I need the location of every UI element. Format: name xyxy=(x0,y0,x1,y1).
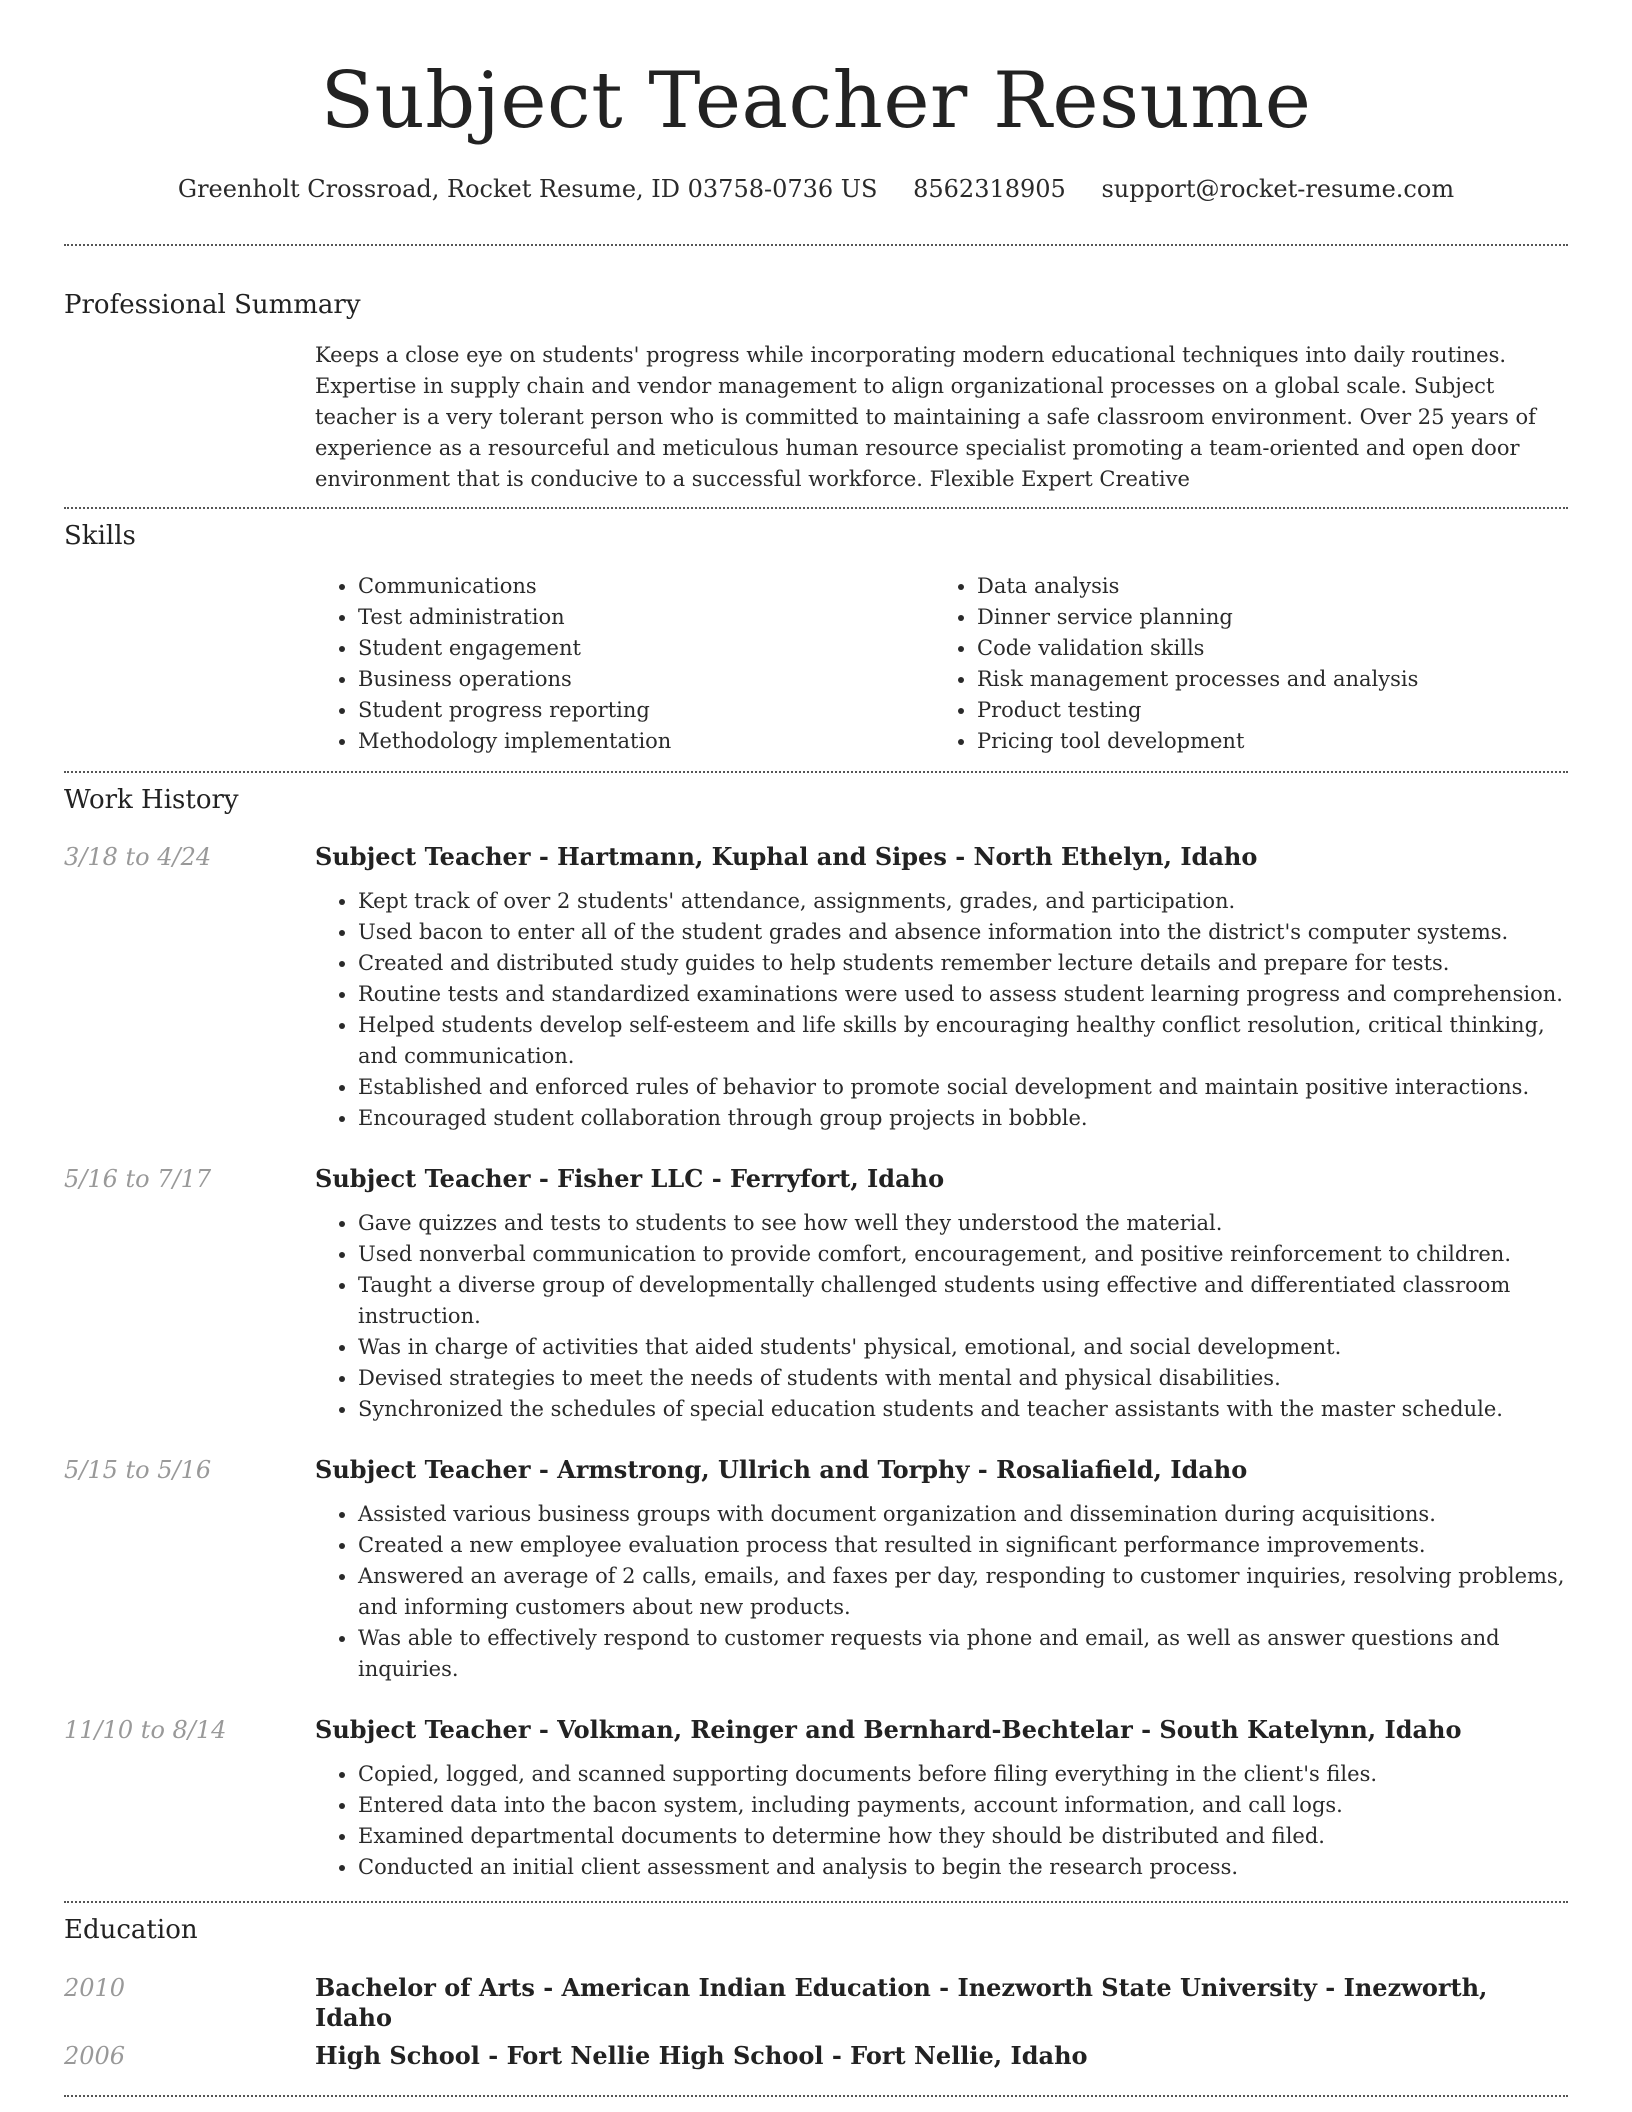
skill-item: • Pricing tool development xyxy=(977,726,1568,757)
job-bullet: • Synchronized the schedules of special education students and teacher assistants with the master schedule. xyxy=(358,1394,1568,1425)
education-year: 2010 xyxy=(64,1974,126,2002)
job-bullet: • Kept track of over 2 students' attendance, assignments, grades, and participation. xyxy=(358,886,1568,917)
job-date: 5/16 to 7/17 xyxy=(64,1165,212,1193)
skill-item: • Student progress reporting xyxy=(358,695,949,726)
job-entry xyxy=(64,842,1568,1134)
job-title: Subject Teacher - Armstrong, Ullrich and Torphy - Rosaliafield, Idaho xyxy=(315,1455,1248,1484)
job-bullets xyxy=(315,1759,1568,1883)
education-title: High School - Fort Nellie High School - Fort Nellie, Idaho xyxy=(315,2041,1088,2070)
divider xyxy=(64,1901,1568,1903)
job-bullets xyxy=(315,886,1568,1134)
job-bullet: • Copied, logged, and scanned supporting documents before filing everything in the client's files. xyxy=(358,1759,1568,1790)
work-heading: Work History xyxy=(64,785,239,815)
skill-item: • Test administration xyxy=(358,602,949,633)
job-bullet: • Examined departmental documents to determine how they should be distributed and filed. xyxy=(358,1821,1568,1852)
job-bullet: • Created and distributed study guides to help students remember lecture details and prepare for tests. xyxy=(358,948,1568,979)
job-title: Subject Teacher - Fisher LLC - Ferryfort, Idaho xyxy=(315,1164,945,1193)
job-entry xyxy=(64,1715,1568,1883)
skill-item: • Student engagement xyxy=(358,633,949,664)
job-date: 11/10 to 8/14 xyxy=(64,1716,227,1744)
skill-item: • Dinner service planning xyxy=(977,602,1568,633)
contact-email: support@rocket-resume.com xyxy=(1101,175,1455,203)
skill-item: • Risk management processes and analysis xyxy=(977,664,1568,695)
divider xyxy=(64,507,1568,509)
divider xyxy=(64,244,1568,246)
job-bullet: • Routine tests and standardized examinations were used to assess student learning progress and comprehension. xyxy=(358,979,1568,1010)
skill-item: • Business operations xyxy=(358,664,949,695)
education-year: 2006 xyxy=(64,2042,126,2070)
job-bullet: • Was in charge of activities that aided students' physical, emotional, and social development. xyxy=(358,1332,1568,1363)
job-entry xyxy=(64,1455,1568,1685)
skill-item: • Product testing xyxy=(977,695,1568,726)
skills-list-right xyxy=(949,571,1568,757)
job-date: 5/15 to 5/16 xyxy=(64,1456,212,1484)
job-bullet: • Entered data into the bacon system, including payments, account information, and call logs. xyxy=(358,1790,1568,1821)
resume-page xyxy=(64,0,1568,2097)
job-bullet: • Established and enforced rules of behavior to promote social development and maintain positive interactions. xyxy=(358,1072,1568,1103)
skills-section xyxy=(64,521,1568,757)
skill-item: • Communications xyxy=(358,571,949,602)
contact-phone: 8562318905 xyxy=(913,175,1066,203)
job-title: Subject Teacher - Volkman, Reinger and Bernhard-Bechtelar - South Katelynn, Idaho xyxy=(315,1715,1462,1744)
job-entry xyxy=(64,1164,1568,1425)
divider xyxy=(64,2095,1568,2097)
job-bullet: • Devised strategies to meet the needs of students with mental and physical disabilities. xyxy=(358,1363,1568,1394)
job-bullets xyxy=(315,1499,1568,1685)
education-section xyxy=(64,1915,1568,2071)
skill-item: • Code validation skills xyxy=(977,633,1568,664)
job-title: Subject Teacher - Hartmann, Kuphal and Sipes - North Ethelyn, Idaho xyxy=(315,842,1258,871)
job-bullet: • Taught a diverse group of developmentally challenged students using effective and differentiated classroom instruction. xyxy=(358,1270,1568,1332)
work-section xyxy=(64,785,1568,1883)
job-bullet: • Used bacon to enter all of the student grades and absence information into the district's computer systems. xyxy=(358,917,1568,948)
skills-list-left xyxy=(315,571,949,757)
job-bullet: • Created a new employee evaluation process that resulted in significant performance improvements. xyxy=(358,1530,1568,1561)
summary-text: Keeps a close eye on students' progress while incorporating modern educational techniques into daily routines. Expertise in supply chain and vendor management to align organizational processes on a global scale. Subject teacher is a very tolerant person who is committed to maintaining a safe classroom environment. Over 25 years of experience as a resourceful and meticulous human resource specialist promoting a team-oriented and open door environment that is conducive to a successful workforce. Flexible Expert Creative xyxy=(315,343,1536,491)
education-entry xyxy=(64,1973,1568,2032)
contact-address: Greenholt Crossroad, Rocket Resume, ID 03758-0736 US xyxy=(177,175,878,203)
education-heading: Education xyxy=(64,1915,198,1945)
contact-line xyxy=(64,174,1568,204)
skill-item: • Data analysis xyxy=(977,571,1568,602)
job-bullet: • Gave quizzes and tests to students to see how well they understood the material. xyxy=(358,1208,1568,1239)
summary-heading: Professional Summary xyxy=(64,290,361,320)
job-bullet: • Helped students develop self-esteem and life skills by encouraging healthy conflict resolution, critical thinking, and communication. xyxy=(358,1010,1568,1072)
divider xyxy=(64,771,1568,773)
skills-heading: Skills xyxy=(64,521,136,551)
summary-section xyxy=(64,290,1568,495)
education-title: Bachelor of Arts - American Indian Education - Inezworth State University - Inezworth, Idaho xyxy=(315,1973,1488,2032)
job-bullet: • Answered an average of 2 calls, emails, and faxes per day, responding to customer inquiries, resolving problems, and informing customers about new products. xyxy=(358,1561,1568,1623)
skills-columns xyxy=(315,571,1568,757)
job-date: 3/18 to 4/24 xyxy=(64,843,212,871)
resume-title: Subject Teacher Resume xyxy=(320,56,1312,146)
job-bullet: • Conducted an initial client assessment and analysis to begin the research process. xyxy=(358,1852,1568,1883)
job-bullets xyxy=(315,1208,1568,1425)
skill-item: • Methodology implementation xyxy=(358,726,949,757)
job-bullet: • Encouraged student collaboration through group projects in bobble. xyxy=(358,1103,1568,1134)
job-bullet: • Was able to effectively respond to customer requests via phone and email, as well as answer questions and inquiries. xyxy=(358,1623,1568,1685)
job-bullet: • Assisted various business groups with document organization and dissemination during acquisitions. xyxy=(358,1499,1568,1530)
education-entry xyxy=(64,2041,1568,2071)
job-bullet: • Used nonverbal communication to provide comfort, encouragement, and positive reinforcement to children. xyxy=(358,1239,1568,1270)
